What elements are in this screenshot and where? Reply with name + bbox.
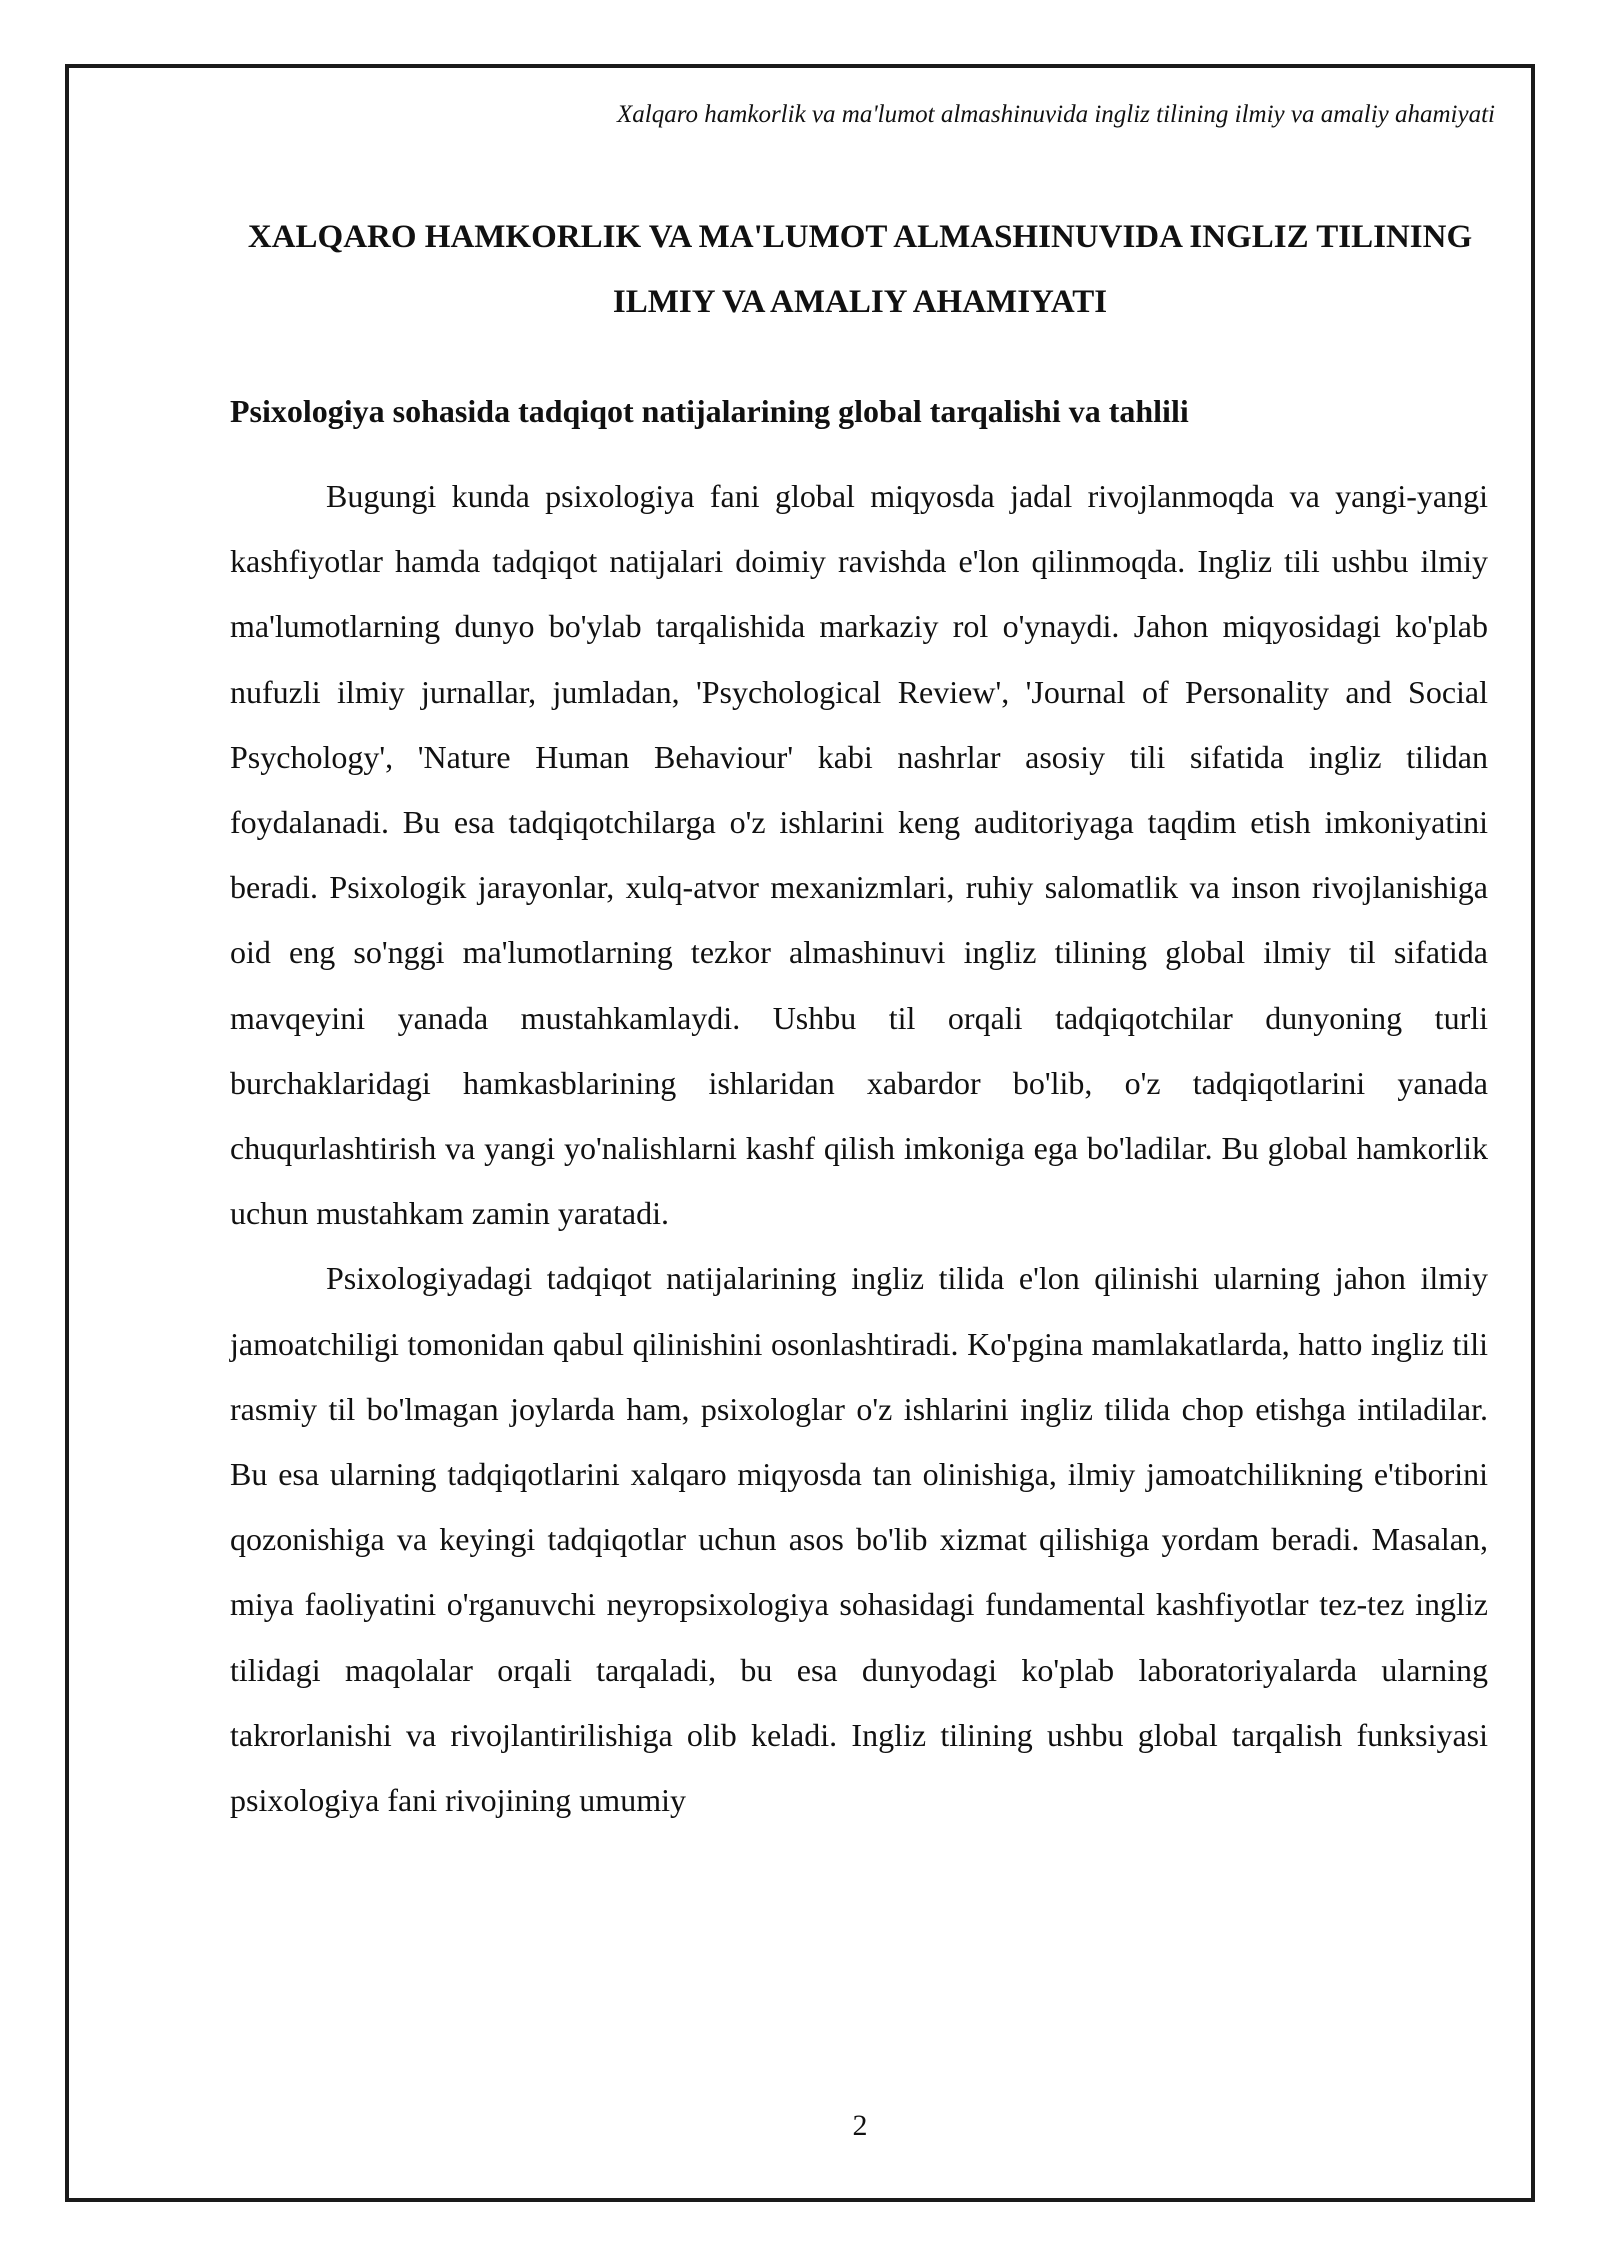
page-number: 2 (852, 2109, 868, 2142)
body-paragraph: Psixologiyadagi tadqiqot natijalarining ingliz tilida e'lon qilinishi ularning jahon ilmiy jamoatchiligi tomonidan qabul qilinishini osonlashtiradi. Ko'pgina mamlakatlarda, hatto ingliz tili rasmiy til bo'lmagan joylarda ham, psixologlar o'z ishlarini ingliz tilida chop etishga intiladilar. Bu esa ularning tadqiqotlarini xalqaro miqyosda tan olinishiga, ilmiy jamoatchilikning e'tiborini qozonishiga va keyingi tadqiqotlar uchun asos bo'lib xizmat qilishiga yordam beradi. Masalan, miya faoliyatini o'rganuvchi neyropsixologiya sohasidagi fundamental kashfiyotlar tez-tez ingliz tilidagi maqolalar orqali tarqaladi, bu esa dunyodagi ko'plab laboratoriyalarda ularning takrorlanishi va rivojlantirilishiga olib keladi. Ingliz tilining ushbu global tarqalish funksiyasi psixologiya fani rivojining umumiy (230, 1260, 1488, 1819)
section-heading: Psixologiya sohasida tadqiqot natijalarining global tarqalishi va tahlili (230, 393, 1189, 429)
body-text (230, 464, 1488, 1833)
body-paragraph: Bugungi kunda psixologiya fani global miqyosda jadal rivojlanmoqda va yangi-yangi kashfiyotlar hamda tadqiqot natijalari doimiy ravishda e'lon qilinmoqda. Ingliz tili ushbu ilmiy ma'lumotlarning dunyo bo'ylab tarqalishida markaziy rol o'ynaydi. Jahon miqyosidagi ko'plab nufuzli ilmiy jurnallar, jumladan, 'Psychological Review', 'Journal of Personality and Social Psychology', 'Nature Human Behaviour' kabi nashrlar asosiy tili sifatida ingliz tilidan foydalanadi. Bu esa tadqiqotchilarga o'z ishlarini keng auditoriyaga taqdim etish imkoniyatini beradi. Psixologik jarayonlar, xulq-atvor mexanizmlari, ruhiy salomatlik va inson rivojlanishiga oid eng so'nggi ma'lumotlarning tezkor almashinuvi ingliz tilining global ilmiy til sifatida mavqeyini yanada mustahkamlaydi. Ushbu til orqali tadqiqotchilar dunyoning turli burchaklaridagi hamkasblarining ishlaridan xabardor bo'lib, o'z tadqiqotlarini yanada chuqurlashtirish va yangi yo'nalishlarni kashf qilish imkoniga ega bo'ladilar. Bu global hamkorlik uchun mustahkam zamin yaratadi. (230, 478, 1488, 1232)
document-title: XALQARO HAMKORLIK VA MA'LUMOT ALMASHINUVIDA INGLIZ TILINING ILMIY VA AMALIY AHAMIYATI (247, 219, 1473, 320)
running-header: Xalqaro hamkorlik va ma'lumot almashinuvida ingliz tilining ilmiy va amaliy ahamiyati (617, 101, 1495, 128)
